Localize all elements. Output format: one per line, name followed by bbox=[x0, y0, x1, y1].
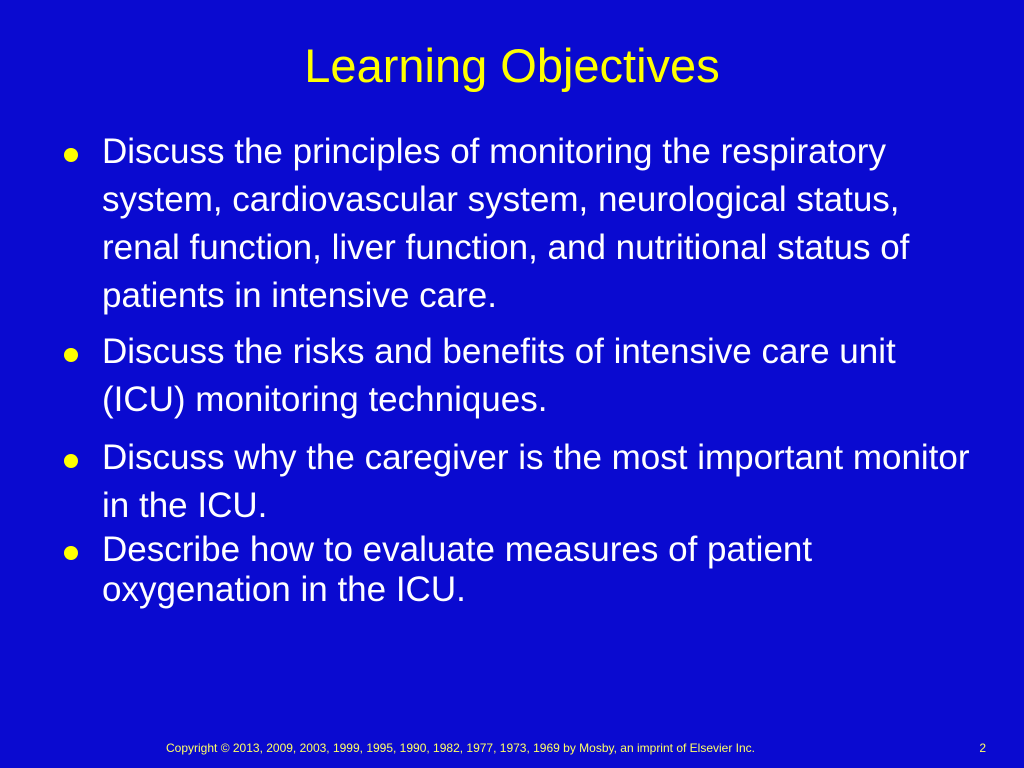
list-item bbox=[58, 328, 978, 424]
objective-text: Discuss the risks and benefits of intensive care unit (ICU) monitoring techniques. bbox=[102, 332, 896, 419]
slide-title: Learning Objectives bbox=[304, 39, 720, 92]
list-item bbox=[58, 128, 978, 320]
bullet-dot-icon bbox=[64, 348, 78, 362]
list-item bbox=[58, 530, 978, 610]
page-number: 2 bbox=[979, 741, 986, 755]
objectives-list bbox=[58, 128, 978, 610]
objective-text: Describe how to evaluate measures of patient oxygenation in the ICU. bbox=[102, 530, 813, 609]
list-item bbox=[58, 434, 978, 530]
objective-text: Discuss why the caregiver is the most important monitor in the ICU. bbox=[102, 438, 970, 525]
bullet-dot-icon bbox=[64, 454, 78, 468]
slide-footer bbox=[0, 738, 1024, 758]
bullet-dot-icon bbox=[64, 148, 78, 162]
bullet-dot-icon bbox=[64, 546, 78, 560]
objective-text: Discuss the principles of monitoring the respiratory system, cardiovascular system, neurological status, renal function, liver function, and nutritional status of patients in intensive care. bbox=[102, 132, 910, 315]
copyright-notice: Copyright © 2013, 2009, 2003, 1999, 1995, 1990, 1982, 1977, 1973, 1969 by Mosby, an imprint of Elsevier Inc. bbox=[166, 741, 756, 755]
